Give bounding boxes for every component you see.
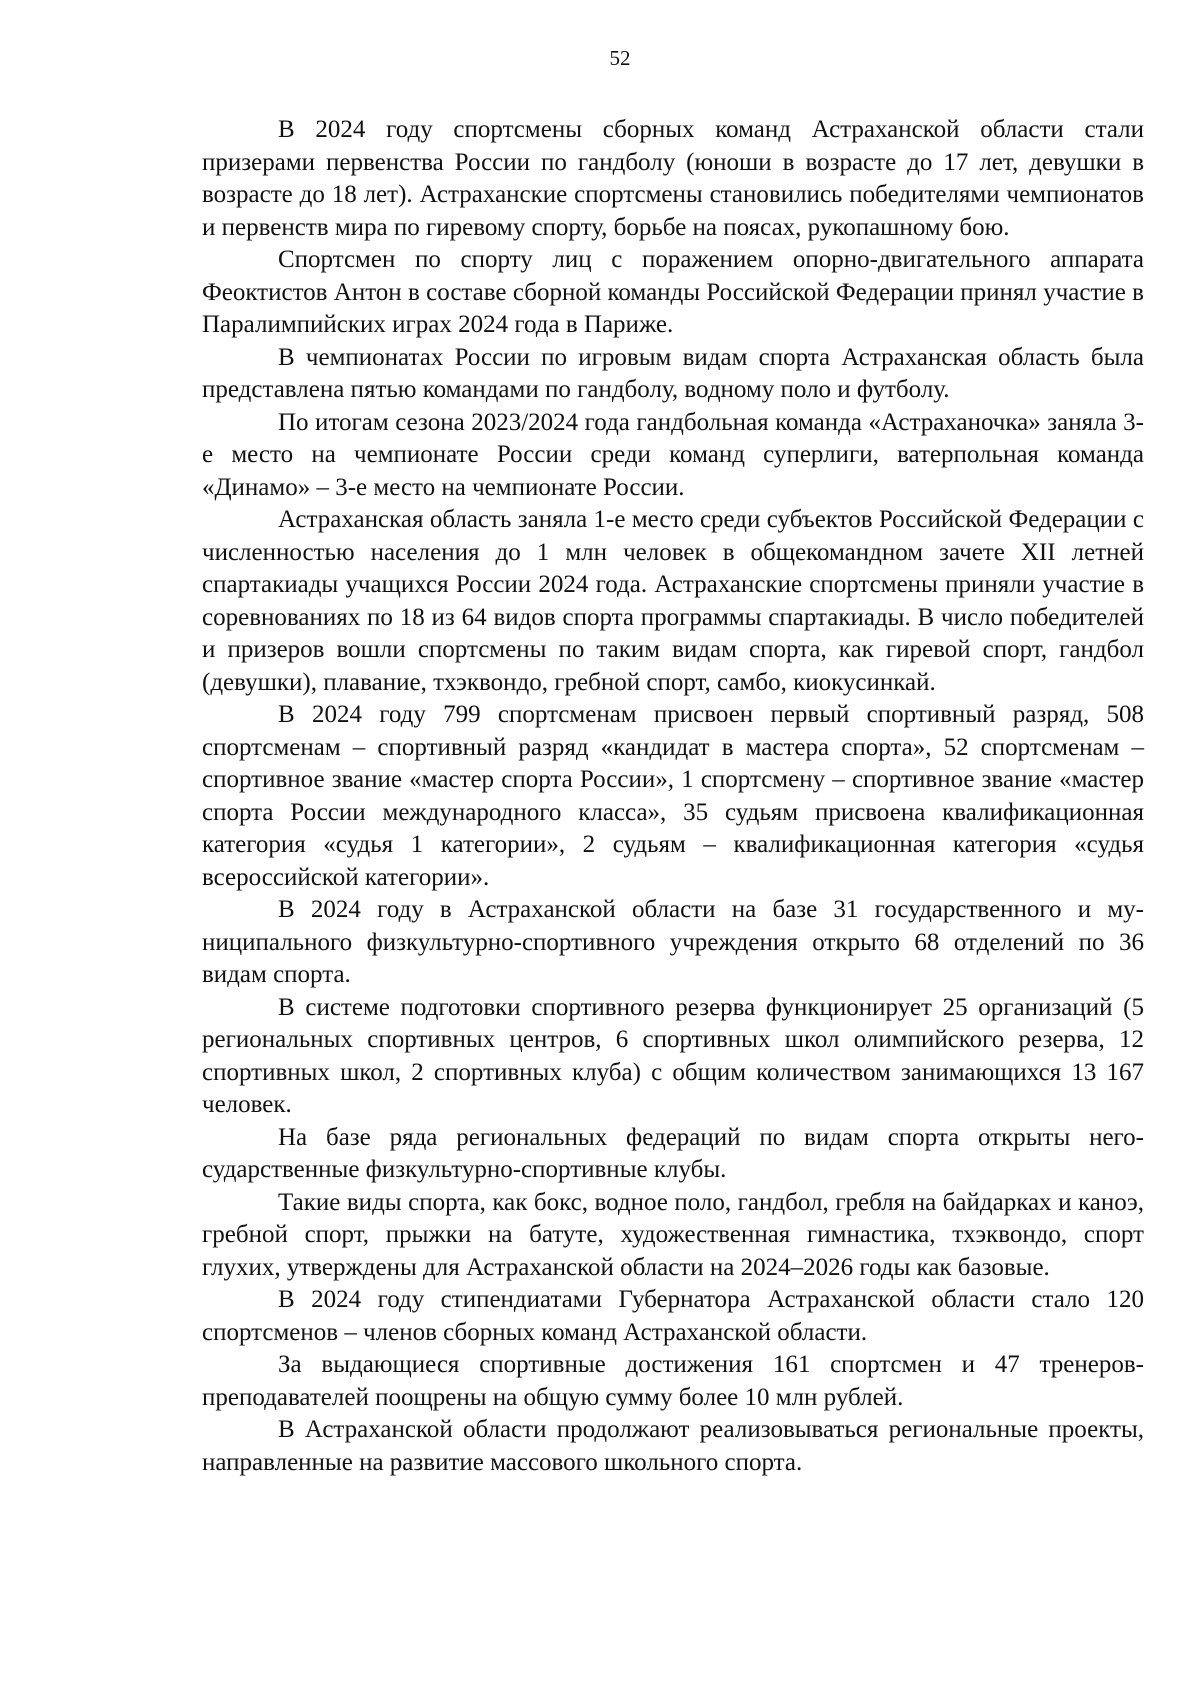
paragraph-championship-teams: В чемпионатах России по игровым видам спорта Астраханская область была представлена пятью командами по гандболу, водному поло и футболу. [202,343,1144,403]
paragraph-sport-institutions: В 2024 году в Астраханской области на базе 31 государственного и муниципального физкультурно-спортивного учреждения открыто 68 отделений по 36 видам спорта. [202,896,1144,988]
paragraph-school-sport: В Астраханской области продолжают реализовываться региональные проекты, направленные на развитие массового школьного спорта. [202,1416,1144,1476]
paragraph-base-sports: Такие виды спорта, как бокс, водное поло, гандбол, гребля на байдарках и каноэ, гребной спорт, прыжки на батуте, художественная гимнастика, тхэквондо, спорт глухих, утверждены для Астраханской области на 2024–2026 годы как базовые. [202,1188,1144,1281]
paragraph-awards: За выдающиеся спортивные достижения 161 спортсмен и 47 тренеров-преподавателей поощрены на общую сумму более 10 млн рублей. [202,1351,1144,1411]
paragraph-paralympics: Спортсмен по спорту лиц с поражением опорно-двигательного аппарата Феоктистов Антон в составе сборной команды Российской Федерации принял участие в Паралимпийских играх 2024 года в Париже. [202,246,1144,338]
document-body [202,114,1144,1479]
paragraph-sport-reserve: В системе подготовки спортивного резерва функционирует 25 организаций (5 региональных спортивных центров, 6 спортивных школ олимпийского резерва, 12 спортивных школ, 2 спортивных клуба) с общим количеством занимающихся 13 167 человек. [202,993,1144,1118]
page-number: 52 [609,46,631,70]
paragraph-season-results: По итогам сезона 2023/2024 года гандбольная команда «Астраханочка» заняла 3-е место на чемпионате России среди команд суперлиги, ватерпольная команда «Динамо» – 3-е место на чемпионате России. [202,408,1144,501]
paragraph-private-clubs: На базе ряда региональных федераций по видам спорта открыты негосударственные физкультурно-спортивные клубы. [202,1123,1144,1183]
paragraph-spartakiad: Астраханская область заняла 1-е место среди субъектов Российской Федерации с численностью населения до 1 млн человек в общекомандном зачете XII летней спартакиады учащихся России 2024 года. Астраханские спортсмены приняли участие в соревнованиях по 18 из 64 видов спорта программы спартакиады. В число победителей и призеров вошли спортсмены по таким видам спорта, как гиревой спорт, гандбол (девушки), плавание, тхэквондо, гребной спорт, самбо, киокусинкай. [202,506,1144,696]
paragraph-handball-prizes: В 2024 году спортсмены сборных команд Астраханской области стали призерами первенства России по гандболу (юноши в возрасте до 17 лет, девушки в возрасте до 18 лет). Астраханские спортсмены становились победителями чемпионатов и первенств мира по гиревому спорту, борьбе на поясах, рукопашному бою. [202,116,1144,241]
paragraph-sport-ranks: В 2024 году 799 спортсменам присвоен первый спортивный разряд, 508 спортсменам – спортивный разряд «кандидат в мастера спорта», 52 спортсменам – спортивное звание «мастер спорта России», 1 спортсмену – спортивное звание «мастер спорта России международного класса», 35 судьям присвоена квалификационная категория «судья 1 категории», 2 судьям – квалификационная категория «судья всероссийской категории». [202,701,1144,891]
paragraph-governor-scholarships: В 2024 году стипендиатами Губернатора Астраханской области стало 120 спортсменов – членов сборных команд Астраханской области. [202,1286,1144,1346]
